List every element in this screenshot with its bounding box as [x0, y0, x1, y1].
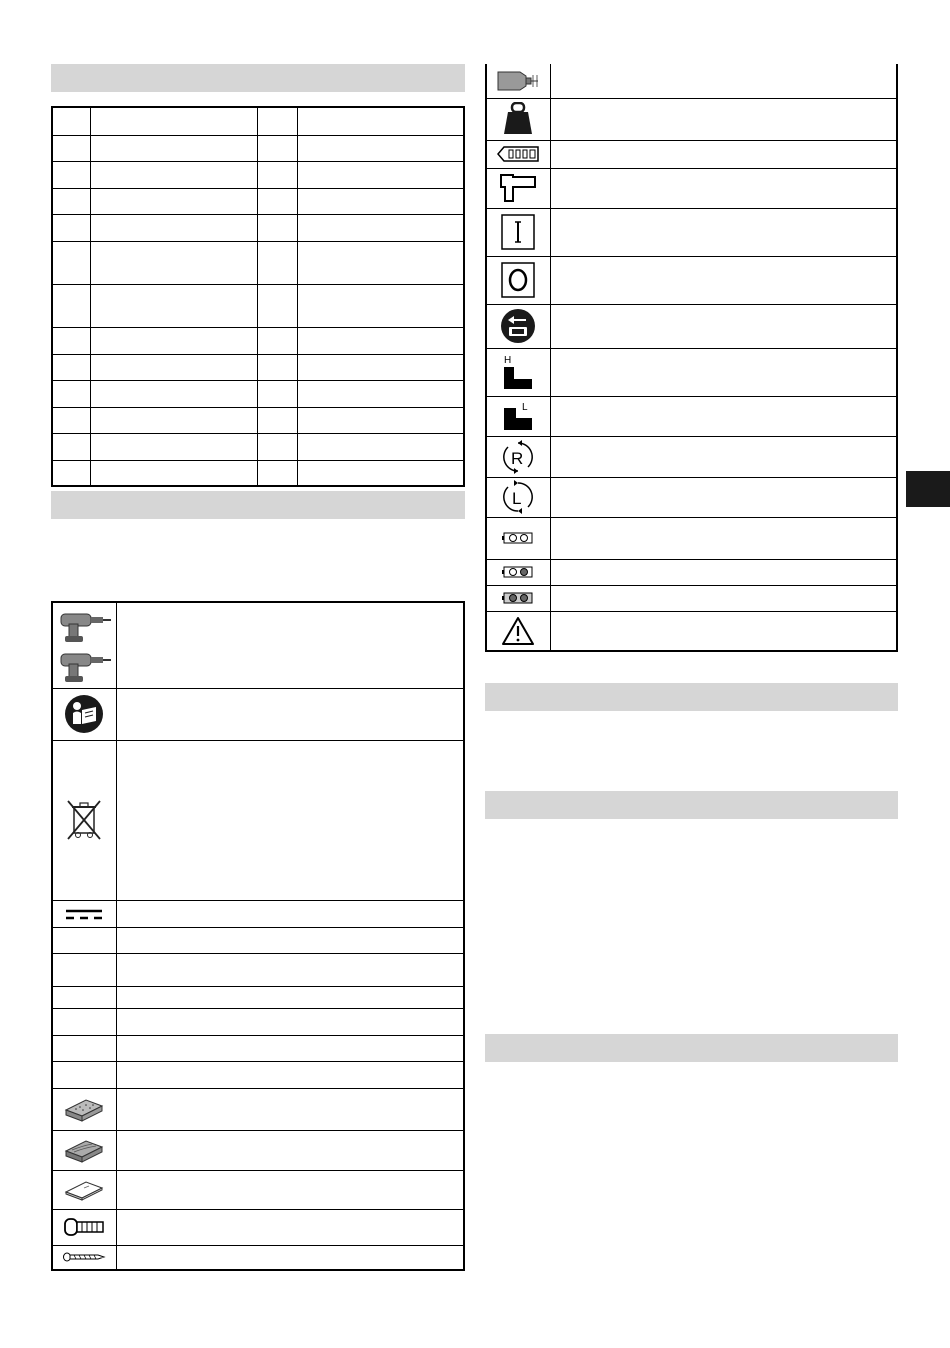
table-row	[486, 98, 897, 140]
table-row	[486, 64, 897, 98]
table-row	[52, 407, 464, 433]
table-row	[52, 327, 464, 354]
table-row	[486, 140, 897, 168]
power-off-icon	[501, 262, 535, 298]
table-row	[52, 161, 464, 188]
table-row	[486, 477, 897, 517]
low-speed-icon	[500, 400, 536, 432]
table-row	[52, 927, 464, 953]
table-row	[486, 585, 897, 611]
table-row	[486, 168, 897, 208]
chuck-capacity-icon	[496, 70, 540, 92]
metal-sheet-icon	[62, 1176, 106, 1204]
svg-text:H: H	[504, 355, 512, 366]
table-row	[486, 396, 897, 436]
table-row	[52, 284, 464, 327]
battery-detach-icon	[500, 308, 536, 344]
table-row	[52, 1245, 464, 1270]
rotation-right-icon	[500, 439, 536, 475]
drill-drivers-icon	[55, 606, 113, 684]
table-row	[52, 188, 464, 214]
table-row	[52, 460, 464, 486]
svg-text:R: R	[511, 448, 524, 468]
table-row	[52, 241, 464, 284]
symbols-table-right	[485, 64, 898, 652]
table-row	[52, 953, 464, 986]
section-bar-right-1	[485, 683, 898, 711]
table-row	[52, 135, 464, 161]
table-row	[52, 1061, 464, 1088]
table-row	[52, 354, 464, 380]
weight-icon	[503, 102, 533, 136]
table-row	[52, 1170, 464, 1209]
battery-level-empty-icon	[502, 531, 534, 545]
table-row	[52, 433, 464, 460]
battery-level-half-icon	[502, 565, 534, 579]
wood-plank-icon	[62, 1135, 106, 1165]
table-row	[52, 1088, 464, 1130]
table-row	[486, 304, 897, 348]
table-row	[486, 208, 897, 256]
wood-board-icon	[62, 1094, 106, 1124]
section-bar-symbols	[51, 491, 465, 519]
table-row	[486, 559, 897, 585]
wood-screw-icon	[62, 1252, 106, 1262]
svg-text:L: L	[512, 489, 522, 508]
table-row	[52, 602, 464, 688]
svg-text:L: L	[522, 402, 528, 413]
direct-current-icon	[64, 907, 104, 921]
section-bar-right-2	[485, 791, 898, 819]
language-side-tab	[906, 471, 950, 507]
high-speed-icon	[500, 353, 536, 391]
table-row	[486, 436, 897, 477]
hammer-mode-icon	[499, 173, 537, 203]
table-row	[52, 688, 464, 740]
table-row	[52, 1008, 464, 1035]
table-row	[52, 107, 464, 135]
table-row	[486, 611, 897, 651]
table-row	[486, 256, 897, 304]
table-row	[52, 214, 464, 241]
battery-level-full-icon	[502, 591, 534, 605]
table-row	[52, 986, 464, 1008]
section-bar-parts	[51, 64, 465, 92]
crossed-out-bin-icon	[64, 799, 104, 841]
machine-screw-icon	[63, 1216, 105, 1238]
table-row	[52, 1035, 464, 1061]
rotation-left-icon	[500, 479, 536, 515]
power-on-icon	[501, 214, 535, 250]
clutch-setting-icon	[496, 145, 540, 163]
table-row	[52, 380, 464, 407]
table-row	[52, 1130, 464, 1170]
table-row	[486, 517, 897, 559]
table-row	[52, 1209, 464, 1245]
read-manual-icon	[64, 694, 104, 734]
parts-table	[51, 106, 465, 487]
symbols-table-left	[51, 601, 465, 1271]
section-bar-right-3	[485, 1034, 898, 1062]
warning-icon	[501, 616, 535, 646]
table-row	[486, 348, 897, 396]
table-row	[52, 900, 464, 927]
table-row	[52, 740, 464, 900]
